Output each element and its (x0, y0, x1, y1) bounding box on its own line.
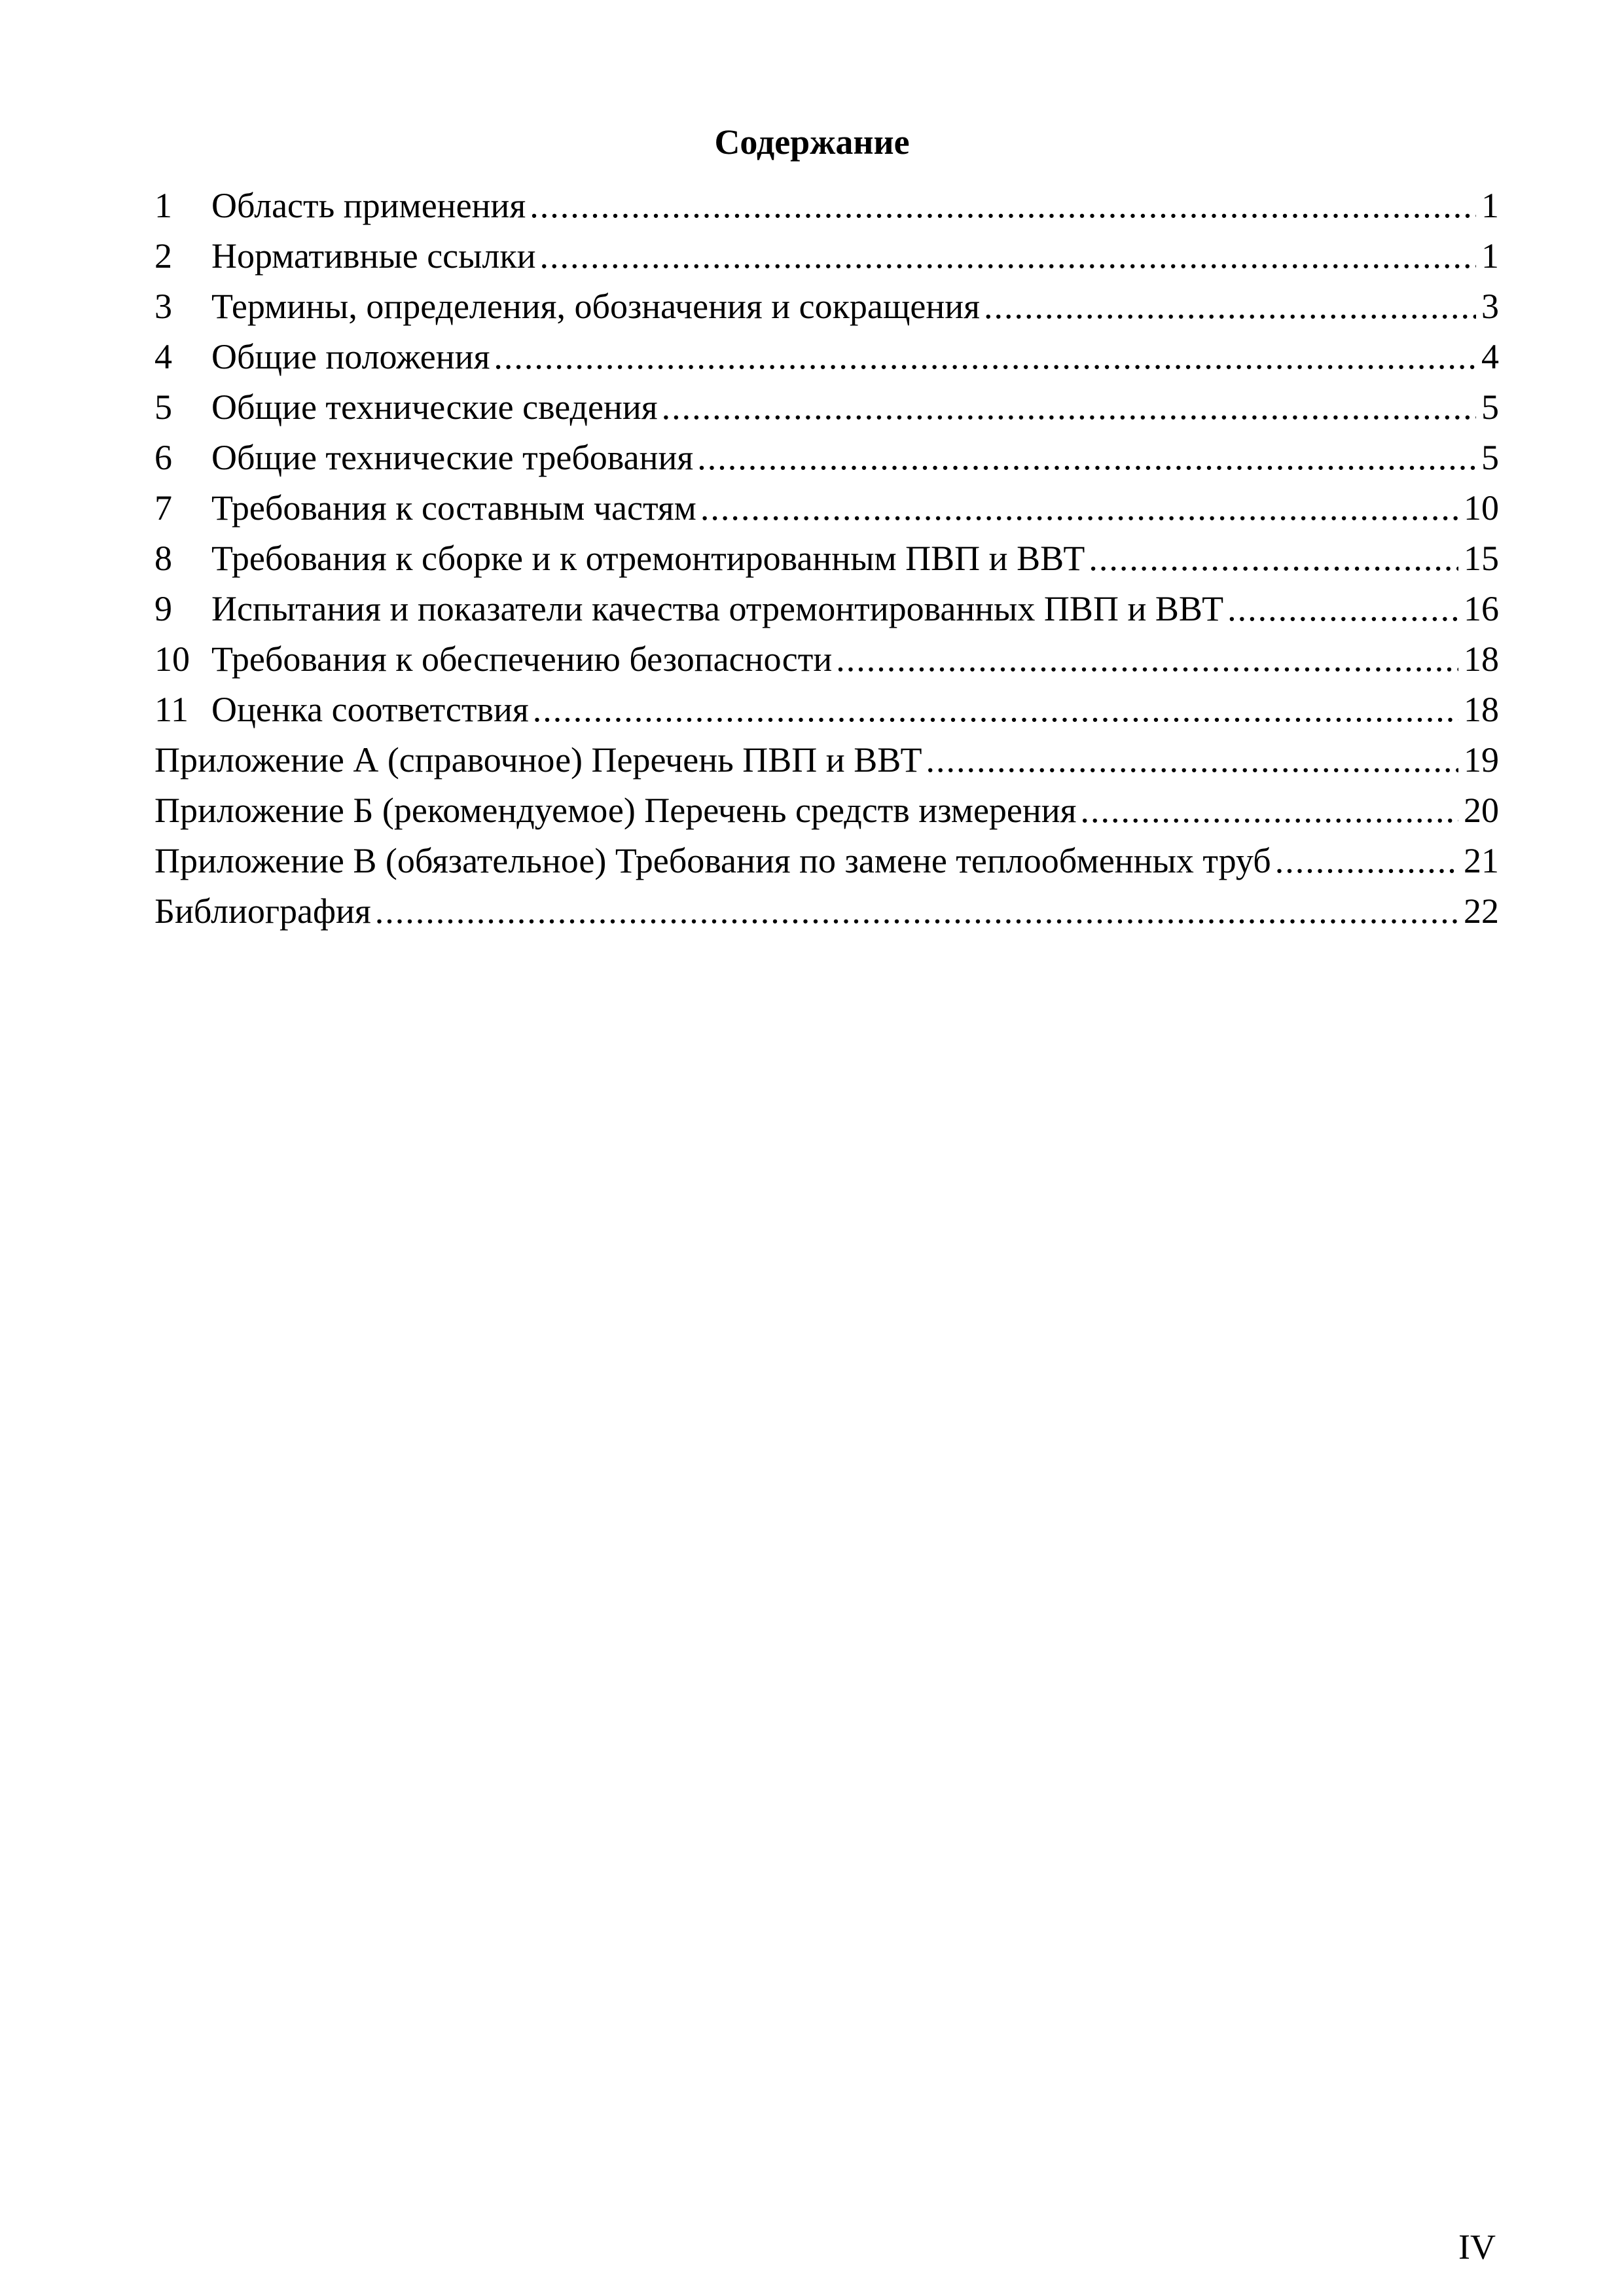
toc-dot-leader (926, 735, 1459, 785)
toc-entry-number: 9 (154, 589, 172, 628)
toc-entry[interactable] (154, 483, 1499, 533)
toc-entry-number: 2 (154, 236, 172, 276)
toc-entry-page: 21 (1464, 841, 1499, 880)
toc-entry-page: 5 (1481, 438, 1499, 477)
toc-dot-leader (530, 181, 1476, 231)
toc-entry[interactable] (154, 533, 1499, 584)
toc-dot-leader (540, 231, 1477, 281)
toc-entry[interactable] (154, 433, 1499, 483)
toc-entry-title: Требования к составным частям (211, 488, 696, 528)
toc-entry[interactable] (154, 181, 1499, 231)
toc-entry-title: Общие технические требования (211, 438, 694, 477)
toc-dot-leader (1227, 584, 1458, 634)
toc-entry-page: 3 (1481, 287, 1499, 326)
toc-entry-title: Оценка соответствия (211, 690, 529, 729)
toc-entry-page: 20 (1464, 791, 1499, 830)
toc-entry-title: Нормативные ссылки (211, 236, 536, 276)
toc-entry-page: 1 (1481, 186, 1499, 225)
toc-entry-page: 1 (1481, 236, 1499, 276)
toc-entry-number: 11 (154, 690, 189, 729)
toc-entry-title: Библиография (154, 891, 371, 931)
toc-entry-number: 1 (154, 186, 172, 225)
toc-entry-title: Термины, определения, обозначения и сокращения (211, 287, 980, 326)
toc-entry-title: Требования к обеспечению безопасности (211, 639, 833, 679)
toc-entry[interactable] (154, 281, 1499, 332)
toc-bibliography-entry[interactable] (154, 886, 1499, 937)
toc-entry-title: Приложение В (обязательное) Требования по замене теплообменных труб (154, 841, 1271, 880)
toc-entry-page: 22 (1464, 891, 1499, 931)
page-number: IV (1458, 2227, 1496, 2267)
toc-dot-leader (697, 433, 1476, 483)
toc-entry-title: Приложение А (справочное) Перечень ПВП и ВВТ (154, 740, 922, 780)
toc-dot-leader (533, 685, 1458, 735)
toc-dot-leader (836, 634, 1458, 685)
toc-entry-page: 18 (1464, 639, 1499, 679)
toc-entry-title: Испытания и показатели качества отремонтированных ПВП и ВВТ (211, 589, 1224, 628)
toc-entry-title: Требования к сборке и к отремонтированным ПВП и ВВТ (211, 539, 1085, 578)
toc-dot-leader (494, 332, 1476, 382)
toc-entry-number: 7 (154, 488, 172, 528)
toc-entry-number: 4 (154, 337, 172, 376)
toc-entry[interactable] (154, 382, 1499, 433)
toc-entry[interactable] (154, 332, 1499, 382)
toc-entry[interactable] (154, 231, 1499, 281)
toc-entry-page: 10 (1464, 488, 1499, 528)
toc-entry-title: Общие положения (211, 337, 490, 376)
toc-entry-title: Приложение Б (рекомендуемое) Перечень средств измерения (154, 791, 1077, 830)
toc-appendix-entry[interactable] (154, 785, 1499, 836)
toc-entry-number: 8 (154, 539, 172, 578)
toc-entry-page: 5 (1481, 387, 1499, 427)
toc-appendix-entry[interactable] (154, 836, 1499, 886)
toc-title: Содержание (714, 122, 910, 162)
table-of-contents (154, 181, 1499, 937)
toc-entry-number: 5 (154, 387, 172, 427)
toc-entry-page: 19 (1464, 740, 1499, 780)
toc-dot-leader (662, 382, 1476, 433)
toc-entry-title: Общие технические сведения (211, 387, 658, 427)
toc-dot-leader (1089, 533, 1458, 584)
toc-entry-number: 3 (154, 287, 172, 326)
toc-dot-leader (375, 886, 1458, 937)
toc-entry-number: 10 (154, 639, 190, 679)
toc-entry[interactable] (154, 685, 1499, 735)
toc-entry[interactable] (154, 584, 1499, 634)
toc-dot-leader (1081, 785, 1458, 836)
toc-entry-page: 18 (1464, 690, 1499, 729)
toc-entry-title: Область применения (211, 186, 526, 225)
toc-entry[interactable] (154, 634, 1499, 685)
toc-entry-number: 6 (154, 438, 172, 477)
toc-appendix-entry[interactable] (154, 735, 1499, 785)
toc-entry-page: 16 (1464, 589, 1499, 628)
toc-dot-leader (700, 483, 1458, 533)
toc-dot-leader (984, 281, 1476, 332)
toc-entry-page: 4 (1481, 337, 1499, 376)
toc-entry-page: 15 (1464, 539, 1499, 578)
toc-dot-leader (1275, 836, 1458, 886)
